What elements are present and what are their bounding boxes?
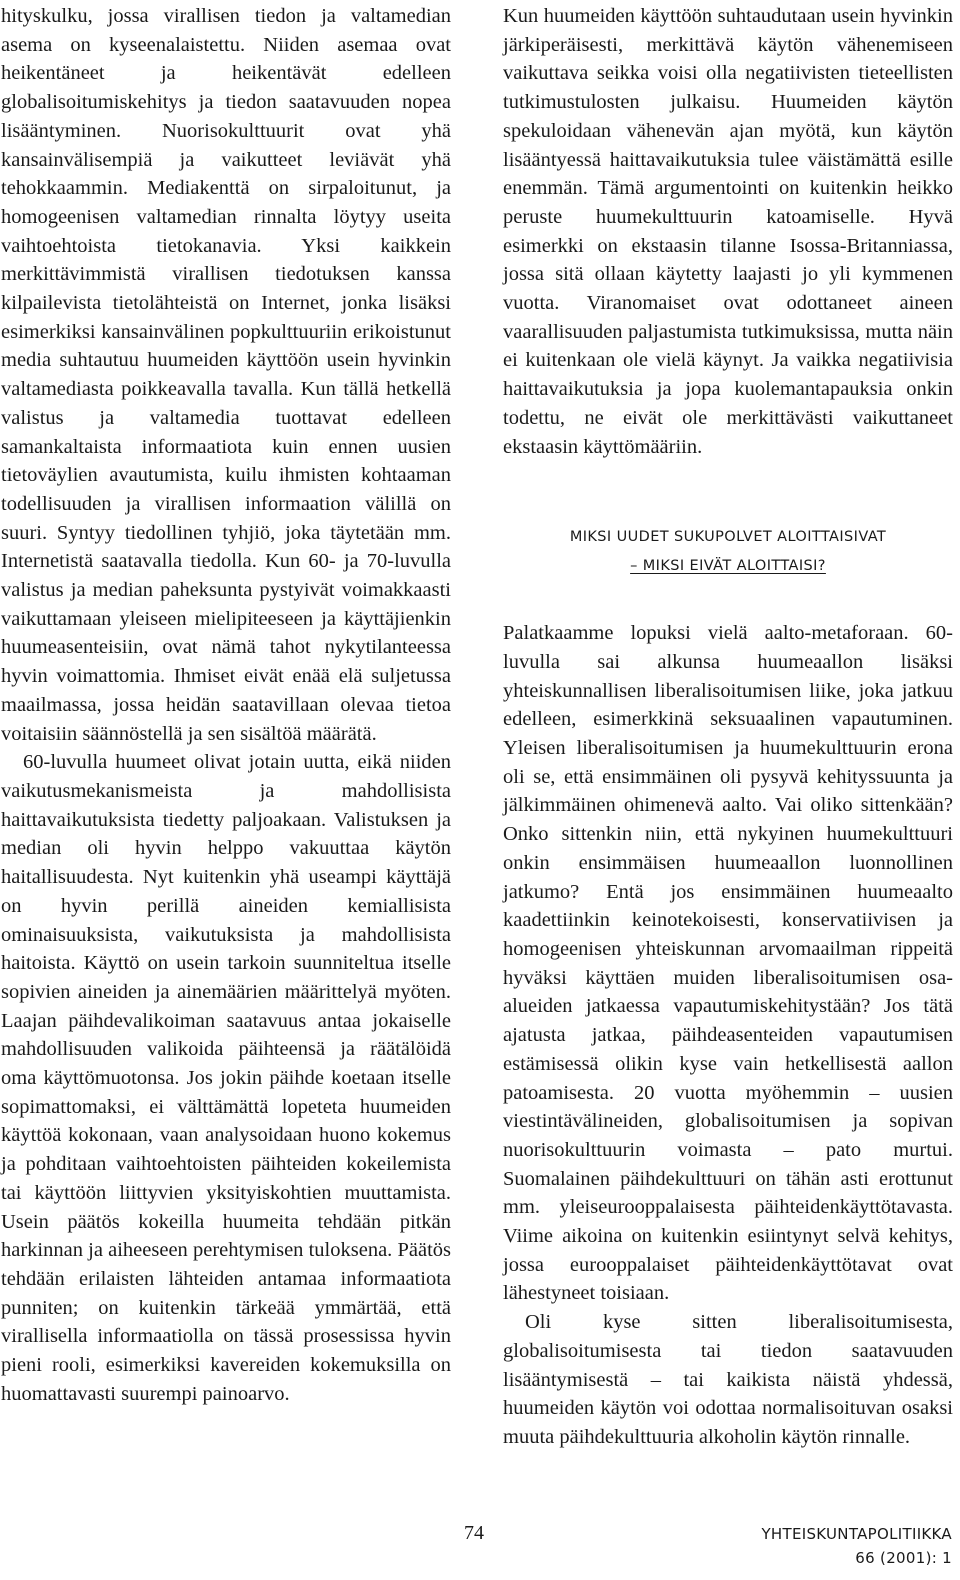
journal-footer bbox=[761, 1522, 952, 1570]
right-paragraph-1: Kun huumeiden käyttöön suhtaudutaan usein hyvinkin järkiperäisesti, merkittävä käytön vähenemiseen vaikuttava seikka voisi olla negatiivisten tieteellisten tutkimustulosten julkaisu. Huumeiden käytön spekuloidaan vähenevän ajan myötä, kun käytön lisääntyessä haittavaikutuksia tulee väistämättä esille enemmän. Tämä argumentointi on kuitenkin heikko peruste huumekulttuurin katoamiselle. Hyvä esimerkki on ekstaasin tilanne Isossa-Britanniassa, jossa sitä ollaan käytetty laajasti jo yli kymmenen vuotta. Viranomaiset ovat odottaneet aineen vaarallisuuden paljastumista tutkimuksissa, mutta näin ei kuitenkaan ole vielä käynyt. Ja vaikka negatiivisia haittavaikutuksia ja jopa kuolemantapauksia onkin todettu, ne eivät ole merkittävästi vaikuttaneet ekstaasin käyttömääriin. bbox=[503, 5, 953, 458]
journal-issue: 66 (2001): 1 bbox=[855, 1549, 952, 1567]
section-heading bbox=[503, 523, 953, 581]
right-paragraph-2: Palatkaamme lopuksi vielä aalto-metaforaan. 60-luvulla sai alkunsa huumeaallon lisäksi yhteiskunnallisen liberalisoitumisen liike, joka jatkuu edelleen, esimerkkinä seksuaalinen vapautuminen. Yleisen liberalisoitumisen ja huumekulttuurin erona oli se, että ensimmäinen oli pysyvä kehityssuunta ja jälkimmäinen ohimenevä aalto. Vai oliko sittenkään? Onko sittenkin niin, että nykyinen huumekulttuuri onkin ensimmäisen huumeaallon luonnollinen jatkumo? Entä jos ensimmäinen huumeaalto kaadettiinkin keinotekoisesti, konservatiivisen ja homogeenisen yhteiskunnan arvomaailman rippeitä hyväksi käyttäen muiden liberalisoitumisen osa-alueiden jatkaessa vapautumiskehitystään? Jos tätä ajatusta jatkaa, päihdeasenteiden vapautumisen estämisessä olikin kyse vain hetkellisestä aallon patoamisesta. 20 vuotta myöhemmin – uusien viestintävälineiden, globalisoitumisen ja sopivan nuorisokulttuurin voimasta – pato murtui. Suomalainen päihdekulttuuri on tähän asti erottunut mm. yleiseurooppalaisesta päihteidenkäyttötavasta. Viime aikoina on kuitenkin esiintynyt selvä kehitys, jossa eurooppalaiset päihteidenkäyttötavat ovat lähestyneet toisiaan. bbox=[503, 622, 953, 1305]
right-paragraph-3: Oli kyse sitten liberalisoitumisesta, globalisoitumisesta tai tiedon saatavuuden lisääntymisestä – tai kaikista näistä yhdessä, huumeiden käytön voi odottaa normalisoituvan osaksi muuta päihdekulttuuria alkoholin käytön rinnalle. bbox=[503, 1311, 953, 1448]
right-column bbox=[503, 2, 953, 1452]
section-heading-line-1: MIKSI UUDET SUKUPOLVET ALOITTAISIVAT bbox=[569, 529, 887, 546]
left-paragraph-2: 60-luvulla huumeet olivat jotain uutta, eikä niiden vaikutusmekanismeista ja mahdollisista haittavaikutuksista tiedetty paljoakaan. Valistuksen ja median oli hyvin helppo vakuuttaa käytön haitallisuudesta. Nyt kuitenkin yhä useampi käyttäjä on hyvin perillä aineiden kemiallisista ominaisuuksista, vaikutuksista ja mahdollisista haitoista. Käyttö on usein tarkoin suunniteltua itselle sopivien aineiden ja ainemäärien määrittelyä myöten. Laajan päihdevalikoiman saatavuus antaa jokaiselle mahdollisuuden valikoida päihteensä ja räätälöidä oma käyttömuotonsa. Jos jokin päihde koetaan itselle sopimattomaksi, ei välttämättä lopeteta huumeiden käyttöä kokonaan, vaan analysoidaan huono kokemus ja pohditaan vaihtoehtoisten päihteiden kokeilemista tai käyttöön liittyvien yksityiskohtien muuttamista. Usein päätös kokeilla huumeita tehdään pitkän harkinnan ja aiheeseen perehtymisen tuloksena. Päätös tehdään erilaisten lähteiden antamaa informaatiota punniten; on kuitenkin tärkeää ymmärtää, että virallisella informaatiolla on tässä prosessissa hyvin pieni rooli, esimerkiksi kavereiden kokemuksilla on huomattavasti suurempi painoarvo. bbox=[1, 751, 451, 1405]
journal-name: YHTEISKUNTAPOLITIIKKA bbox=[761, 1525, 952, 1543]
section-heading-line-2: – MIKSI EIVÄT ALOITTAISI? bbox=[630, 558, 826, 575]
left-paragraph-1: hityskulku, jossa virallisen tiedon ja valtamedian asema on kyseenalaistettu. Niiden asemaa ovat heikentäneet ja heikentävät edelleen globalisoitumiskehitys ja tiedon saatavuuden nopea lisääntyminen. Nuorisokulttuurit ovat yhä kansainvälisempiä ja vaikutteet leviävät yhä tehokkaammin. Mediakenttä on sirpaloitunut, ja homogeenisen valtamedian rinnalta löytyy useita vaihtoehtoista tietokanavia. Yksi kaikkein merkittävimmistä virallisen tiedotuksen kanssa kilpailevista tietolähteistä on Internet, jonka lisäksi esimerkiksi kansainvälinen popkulttuuriin erikoistunut media suhtautuu huumeiden käyttöön usein hyvinkin valtamediasta poikkeavalla tavalla. Kun tällä hetkellä valistus ja valtamedia tuottavat edelleen samankaltaista informaatiota kuin ennen uusien tietoväylien avautumista, kuilu ihmisten kohtaaman todellisuuden ja virallisen informaation välillä on suuri. Syntyy tiedollinen tyhjiö, joka täytetään mm. Internetistä saatavalla tiedolla. Kun 60- ja 70-luvulla valistus ja median paheksunta pystyivät voimakkaasti vaikuttamaan yleiseen mielipiteeseen ja käyttäjienkin huumeasenteisiin, ovat nämä tahot nykytilanteessa hyvin voimattomia. Ihmiset eivät enää elä suljetussa maailmassa, jossa heidän saatavillaan olevaa tietoa voitaisiin säännöstellä ja sen sisältöä määrätä. bbox=[1, 5, 451, 745]
page-number: 74 bbox=[464, 1522, 484, 1544]
left-column bbox=[1, 2, 451, 1408]
